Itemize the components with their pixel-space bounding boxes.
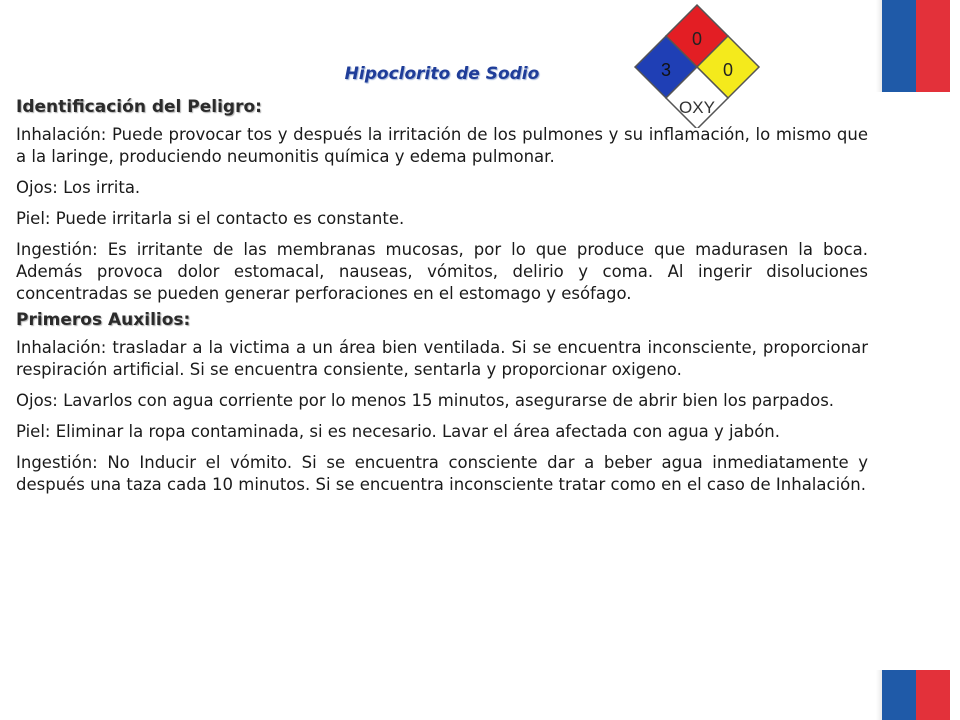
auxilios-piel: Piel: Eliminar la ropa contaminada, si es necesario. Lavar el área afectada con agua y jabón. [16,422,780,441]
flag-decoration-top [882,0,950,92]
section-heading-auxilios: Primeros Auxilios: [16,310,191,330]
peligro-ingestion: Ingestión: Es irritante de las membranas mucosas, por lo que produce que madurasen la boca. Además provoca dolor estomacal, nauseas, vómitos, delirio y coma. Al ingerir disoluciones concentradas se pueden generar perforaciones en el estomago y esófago. [16,240,868,303]
nfpa-health-value: 3 [660,60,672,80]
auxilios-ojos: Ojos: Lavarlos con agua corriente por lo menos 15 minutos, asegurarse de abrir bien los parpados. [16,391,835,410]
flag-decoration-bottom [882,670,950,720]
peligro-inhalacion: Inhalación: Puede provocar tos y después la irritación de los pulmones y su inflamación, lo mismo que a la laringe, produciendo neumonitis química y edema pulmonar. [16,125,868,166]
flag-blue-stripe [882,670,916,720]
peligro-piel: Piel: Puede irritarla si el contacto es constante. [16,209,405,228]
document-body [16,96,868,505]
auxilios-ingestion: Ingestión: No Inducir el vómito. Si se encuentra consciente dar a beber agua inmediatamente y después una taza cada 10 minutos. Si se encuentra inconsciente tratar como en el caso de Inhalación. [16,453,868,494]
nfpa-reactivity-value: 0 [722,60,734,80]
flag-red-stripe [916,0,950,92]
auxilios-inhalacion: Inhalación: trasladar a la victima a un área bien ventilada. Si se encuentra inconsciente, proporcionar respiración artificial. Si se encuentra consiente, sentarla y proporcionar oxigeno. [16,338,868,379]
section-heading-peligro: Identificación del Peligro: [16,97,262,117]
nfpa-flammability-value: 0 [691,29,703,49]
flag-blue-stripe [882,0,916,92]
flag-red-stripe [916,670,950,720]
peligro-ojos: Ojos: Los irrita. [16,178,141,197]
nfpa-special-value: OXY [679,98,715,117]
page-title: Hipoclorito de Sodio [344,64,540,84]
